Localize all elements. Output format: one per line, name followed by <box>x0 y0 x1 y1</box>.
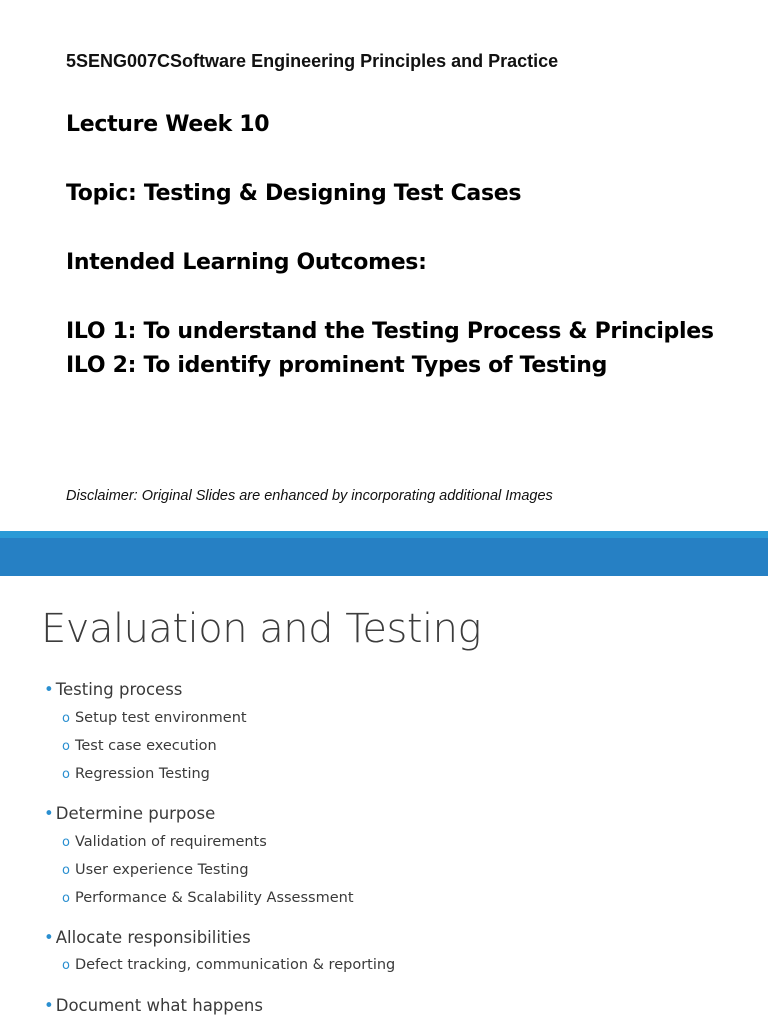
sub-bullet-item <box>62 834 267 850</box>
bullet-item <box>44 680 182 699</box>
sub-bullet-text: Defect tracking, communication & reporting <box>74 957 396 973</box>
ilo-2: ILO 2: To identify prominent Types of Testing <box>66 353 608 378</box>
sub-bullet-text: User experience Testing <box>74 862 249 878</box>
sub-bullet-item <box>62 710 247 726</box>
sub-bullet-text: Setup test environment <box>74 710 247 726</box>
ilo-1: ILO 1: To understand the Testing Process & Principles <box>66 319 714 344</box>
lecture-topic: Topic: Testing & Designing Test Cases <box>66 181 522 206</box>
bullet-item <box>44 928 251 947</box>
sub-bullet-text: Regression Testing <box>74 766 210 782</box>
bullet-dot-icon: • <box>44 996 54 1015</box>
slide-divider-band <box>0 538 768 576</box>
circle-bullet-icon: o <box>62 958 70 973</box>
circle-bullet-icon: o <box>62 739 70 754</box>
circle-bullet-icon: o <box>62 891 70 906</box>
lecture-week: Lecture Week 10 <box>66 112 270 137</box>
disclaimer: Disclaimer: Original Slides are enhanced by incorporating additional Images <box>66 488 553 504</box>
bullet-dot-icon: • <box>44 804 54 823</box>
circle-bullet-icon: o <box>62 835 70 850</box>
sub-bullet-text: Test case execution <box>74 738 217 754</box>
sub-bullet-item <box>62 766 210 782</box>
bullet-dot-icon: • <box>44 680 54 699</box>
bullet-text: Allocate responsibilities <box>55 928 251 947</box>
slide-divider-accent <box>0 531 768 538</box>
bullet-item <box>44 996 263 1015</box>
bullet-text: Testing process <box>55 680 183 699</box>
circle-bullet-icon: o <box>62 711 70 726</box>
slide-title: Evaluation and Testing <box>41 606 481 652</box>
bullet-text: Determine purpose <box>55 804 216 823</box>
bullet-item <box>44 804 215 823</box>
bullet-text: Document what happens <box>55 996 263 1015</box>
slide-evaluation-testing <box>0 576 768 1024</box>
sub-bullet-text: Performance & Scalability Assessment <box>74 890 354 906</box>
sub-bullet-text: Validation of requirements <box>74 834 267 850</box>
ilo-heading: Intended Learning Outcomes: <box>66 250 427 275</box>
bullet-dot-icon: • <box>44 928 54 947</box>
sub-bullet-item <box>62 862 249 878</box>
sub-bullet-item <box>62 957 395 973</box>
circle-bullet-icon: o <box>62 767 70 782</box>
circle-bullet-icon: o <box>62 863 70 878</box>
course-code-title: 5SENG007CSoftware Engineering Principles and Practice <box>66 51 559 71</box>
sub-bullet-item <box>62 890 354 906</box>
sub-bullet-item <box>62 738 217 754</box>
